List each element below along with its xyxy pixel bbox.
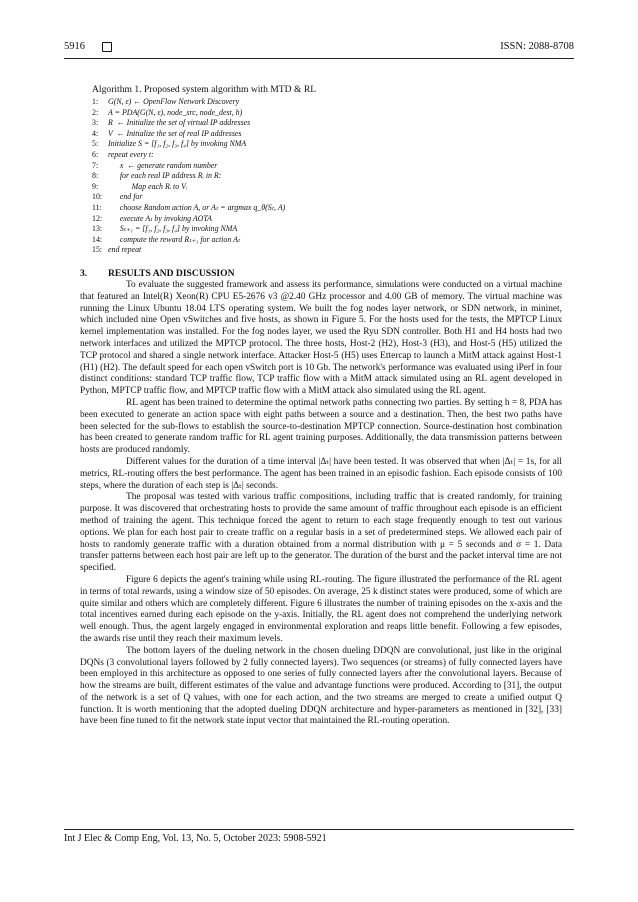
algorithm-line-text: A = PDA(G(N, ε), node_src, node_dest, h) (108, 107, 243, 117)
header-rule (64, 58, 574, 59)
section-title: RESULTS AND DISCUSSION (108, 268, 235, 279)
algorithm-line (92, 97, 532, 108)
checkbox-glyph-icon (102, 42, 112, 52)
algorithm-line (92, 161, 532, 172)
algorithm-line (92, 214, 532, 225)
algorithm-line (92, 171, 532, 182)
algorithm-line (92, 245, 532, 256)
section-number: 3. (80, 268, 88, 279)
algorithm-line-number: 11: (92, 202, 102, 212)
algorithm-line-number: 12: (92, 213, 103, 223)
algorithm-line-number: 10: (92, 192, 103, 202)
section-heading (80, 268, 562, 279)
footer-rule (64, 829, 574, 830)
page-header (64, 41, 574, 57)
algorithm-line-number: 5: (92, 139, 99, 149)
algorithm-line-number: 4: (92, 128, 99, 138)
algorithm-line-text: compute the reward Rₜ₊₁ for action Aₜ (108, 234, 241, 244)
algorithm-line-number: 13: (92, 224, 103, 234)
algorithm-line (92, 129, 532, 140)
results-section (80, 268, 562, 728)
algorithm-line-text: x ← generate random number (108, 160, 218, 170)
algorithm-line-text: Map each Rᵢ to Vᵢ (108, 181, 188, 191)
algorithm-line-text: Sₜ₊₁ = [f₁, f₂, f₃, f₄] by invoking NMA (108, 224, 238, 234)
algorithm-lines (92, 97, 532, 256)
algorithm-line-text: G(N, ε) ← OpenFlow Network Discovery (108, 97, 240, 106)
algorithm-line (92, 182, 532, 193)
algorithm-line-number: 14: (92, 234, 103, 244)
algorithm-line-text: choose Random action A, or Aₜ = argmax q_θ(Sₜ, A) (108, 202, 286, 212)
algorithm-line-text: Initialize S = [f₁, f₂, f₃, f₄] by invoking NMA (108, 139, 247, 149)
algorithm-line (92, 192, 532, 203)
paragraph: The proposal was tested with various traffic compositions, including traffic that is created randomly, for training purpose. It was discovered that orchestrating hosts to provide the same amount of traffic throughout each episode is an efficient method of training the agent. This technique forced the agent to return to each stage frequently enough to test out various options. We plan for each host pair to create traffic on a regular basis in a set of predetermined steps. We allowed each pair of hosts to randomly generate traffic with a duration obtained from a normal distribution with μ = 5 seconds and σ = 1. Data transfer patterns between each host pair are left up to the generator. The duration of the burst and the packet interval time are not specified. (80, 492, 562, 574)
algorithm-line-text: end repeat (108, 245, 142, 255)
algorithm-line-number: 2: (92, 107, 99, 117)
algorithm-line (92, 108, 532, 119)
algorithm-line (92, 235, 532, 246)
algorithm-line (92, 203, 532, 214)
paragraph: Different values for the duration of a time interval |Δₜ| have been tested. It was observed that when |Δₜ| = 1s, for all metrics, RL-routing offers the best performance. The agent has been trained in an episodic fashion. Each episode consists of 100 steps, where the duration of each step is |Δₜ| seconds. (80, 456, 562, 491)
algorithm-line-text: R ← Initialize the set of virtual IP addresses (108, 118, 251, 128)
algorithm-line-number: 6: (92, 149, 99, 159)
issn: ISSN: 2088-8708 (500, 41, 574, 52)
algorithm-line-text: V ← Initialize the set of real IP addresses (108, 128, 242, 138)
algorithm-line-text: repeat every t: (108, 149, 154, 159)
algorithm-line (92, 150, 532, 161)
algorithm-block (92, 84, 532, 256)
algorithm-line (92, 118, 532, 129)
algorithm-line-number: 8: (92, 171, 99, 181)
algorithm-line-text: end for (108, 192, 143, 202)
algorithm-line-text: execute Aₜ by invoking AOTA (108, 213, 212, 223)
paragraph: Figure 6 depicts the agent's training while using RL-routing. The figure illustrated the performance of the RL agent in terms of total rewards, using a window size of 50 episodes. On average, 25 k distinct states were produced, some of which are quite similar and others which are completely different. Figure 6 illustrates the number of training episodes on the x-axis and the total incentives earned during each episode on the y-axis. Initially, the RL agent does not comprehend the underlying network well enough. Thus, the agent largely engaged in environmental exploration and reaps little benefit. Following a few episodes, the awards rise until they reach their maximum levels. (80, 574, 562, 644)
algorithm-line-number: 3: (92, 118, 99, 128)
algorithm-title: Algorithm 1. Proposed system algorithm with MTD & RL (92, 84, 317, 95)
paragraph: To evaluate the suggested framework and assess its performance, simulations were conducted on a virtual machine that featured an Intel(R) Xeon(R) CPU E5-2676 v3 @2.40 GHz processor and 4.00 GB of memory. The virtual machine was running the Linux Ubuntu 18.04 LTS operating system. We built the fog nodes layer network, or SDN network, in mininet, which included nine Open vSwitches and five hosts, as shown in Figure 5. For the hosts used for the tests, the MPTCP Linux kernel implementation was installed. For the fog nodes layer, we used the Ryu SDN controller. Both H1 and H4 hosts had two network interfaces and utilized the MPTCP protocol. The three hosts, Host-2 (H2), Host-3 (H3), and Host-5 (H5) utilized the TCP protocol and shared a single network interface. Attacker Host-5 (H5) uses Ettercap to launch a MitM attack against Host-1 (H1) (H2). The default speed for each open vSwitch port is 10 Gb. The network's performance was evaluated using iPerf in four distinct conditions: standard TCP traffic flow, TCP traffic flow with a MitM attack simulated using an RL agent developed in Python, MPTCP traffic flow, and MPTCP traffic flow with a MitM attack also simulated using the RL agent. (80, 280, 562, 397)
algorithm-line-text: for each real IP address Rᵢ in R: (108, 171, 222, 181)
algorithm-line-number: 7: (92, 160, 99, 170)
paragraph: RL agent has been trained to determine the optimal network paths connecting two parties. By setting h = 8, PDA has been executed to generate an action space with eight paths between a source and a destination. Then, the best two paths have been selected for the sub-flows to establish the source-to-destination MPTCP connection. Source-destination host combination has been created to generate random traffic for RL agent training purposes. Additionally, the data transmission patterns between hosts are produced randomly. (80, 397, 562, 456)
algorithm-line-number: 9: (92, 181, 99, 191)
algorithm-line-number: 15: (92, 245, 103, 255)
algorithm-line (92, 139, 532, 150)
footer-citation: Int J Elec & Comp Eng, Vol. 13, No. 5, October 2023: 5908-5921 (64, 833, 327, 844)
algorithm-line-number: 1: (92, 97, 99, 106)
algorithm-line (92, 224, 532, 235)
page-number: 5916 (64, 41, 85, 52)
paragraph: The bottom layers of the dueling network in the chosen dueling DDQN are convolutional, just like in the original DQNs (3 convolutional layers followed by 2 fully connected layers). Two sequences (or streams) of fully connected layers have been employed in this architecture as opposed to one series of fully connected layers after the convolutional layers. Because of how the streams are built, different estimates of the value and advantage functions were produced. According to [31], the output of the network is a set of Q values, with one for each action, and the two streams are merged to create a unified output Q function. It is worth mentioning that the adopted dueling DDQN architecture and hyper-parameters as mentioned in [32], [33] have been fine tuned to fit the network state input vector that maintained the RL-routing operation. (80, 645, 562, 727)
